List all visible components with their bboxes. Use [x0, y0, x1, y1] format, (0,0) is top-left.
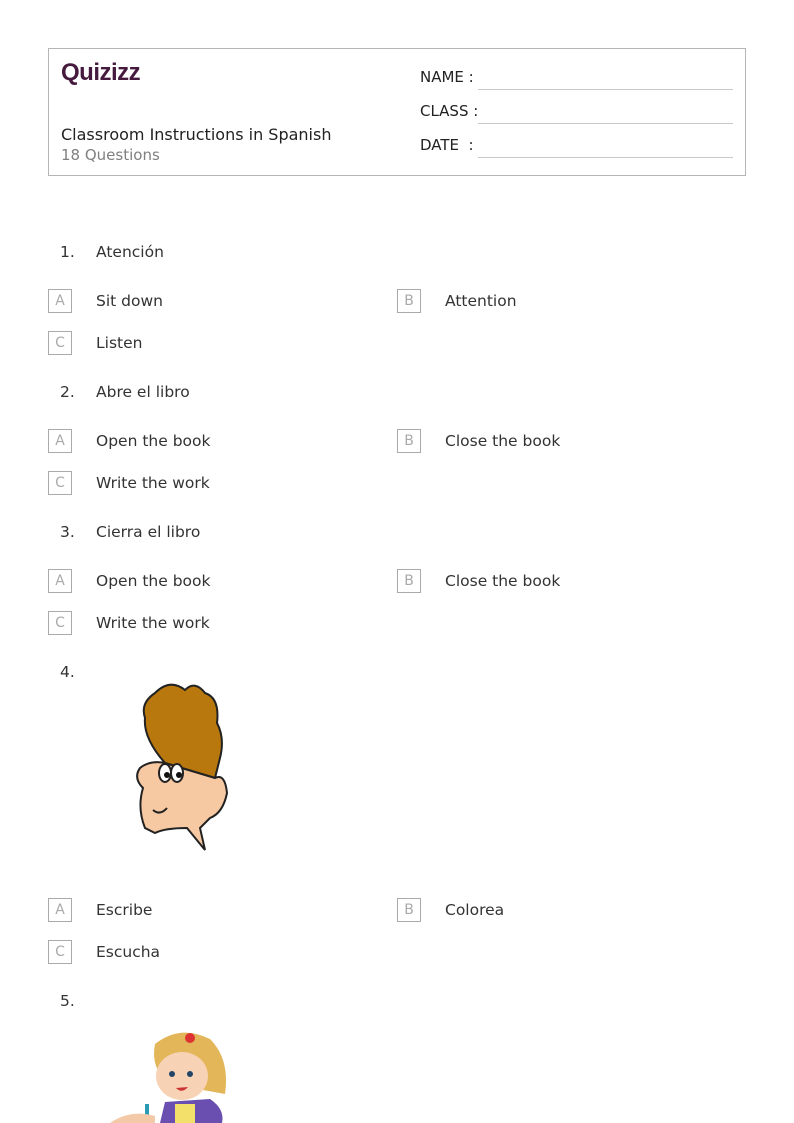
name-field[interactable]: [478, 89, 733, 90]
option-text: Open the book: [96, 572, 211, 590]
option-box-a[interactable]: A: [48, 898, 72, 922]
option-text: Open the book: [96, 432, 211, 450]
option-text: Sit down: [96, 292, 163, 310]
date-field[interactable]: [478, 157, 733, 158]
question-number: 4.: [60, 663, 75, 681]
option-text: Attention: [445, 292, 517, 310]
cartoon-boy-listening-image: [125, 678, 235, 856]
option-text: Escucha: [96, 943, 161, 961]
question-number: 1.: [60, 243, 75, 261]
quizizz-logo: Quizizz: [61, 59, 141, 86]
question-count: 18 Questions: [61, 146, 160, 164]
option-box-a[interactable]: A: [48, 289, 72, 313]
option-box-c[interactable]: C: [48, 611, 72, 635]
class-field[interactable]: [478, 123, 733, 124]
question-number: 2.: [60, 383, 75, 401]
option-box-c[interactable]: C: [48, 331, 72, 355]
option-box-b[interactable]: B: [397, 429, 421, 453]
option-box-c[interactable]: C: [48, 471, 72, 495]
option-text: Close the book: [445, 432, 561, 450]
option-box-c[interactable]: C: [48, 940, 72, 964]
option-box-b[interactable]: B: [397, 289, 421, 313]
question-number: 3.: [60, 523, 75, 541]
option-box-b[interactable]: B: [397, 898, 421, 922]
class-label: CLASS :: [420, 102, 479, 120]
option-box-b[interactable]: B: [397, 569, 421, 593]
option-text: Escribe: [96, 901, 153, 919]
question-text: Atención: [96, 243, 164, 261]
name-label: NAME :: [420, 68, 474, 86]
option-text: Colorea: [445, 901, 505, 919]
question-text: Abre el libro: [96, 383, 190, 401]
question-number: 5.: [60, 992, 75, 1010]
question-text: Cierra el libro: [96, 523, 201, 541]
option-text: Write the work: [96, 614, 210, 632]
worksheet-header: [48, 48, 746, 176]
option-text: Close the book: [445, 572, 561, 590]
option-text: Write the work: [96, 474, 210, 492]
option-box-a[interactable]: A: [48, 429, 72, 453]
option-text: Listen: [96, 334, 143, 352]
option-box-a[interactable]: A: [48, 569, 72, 593]
cartoon-girl-writing-image: [110, 1024, 250, 1123]
date-label: DATE :: [420, 136, 474, 154]
worksheet-title: Classroom Instructions in Spanish: [61, 125, 332, 144]
